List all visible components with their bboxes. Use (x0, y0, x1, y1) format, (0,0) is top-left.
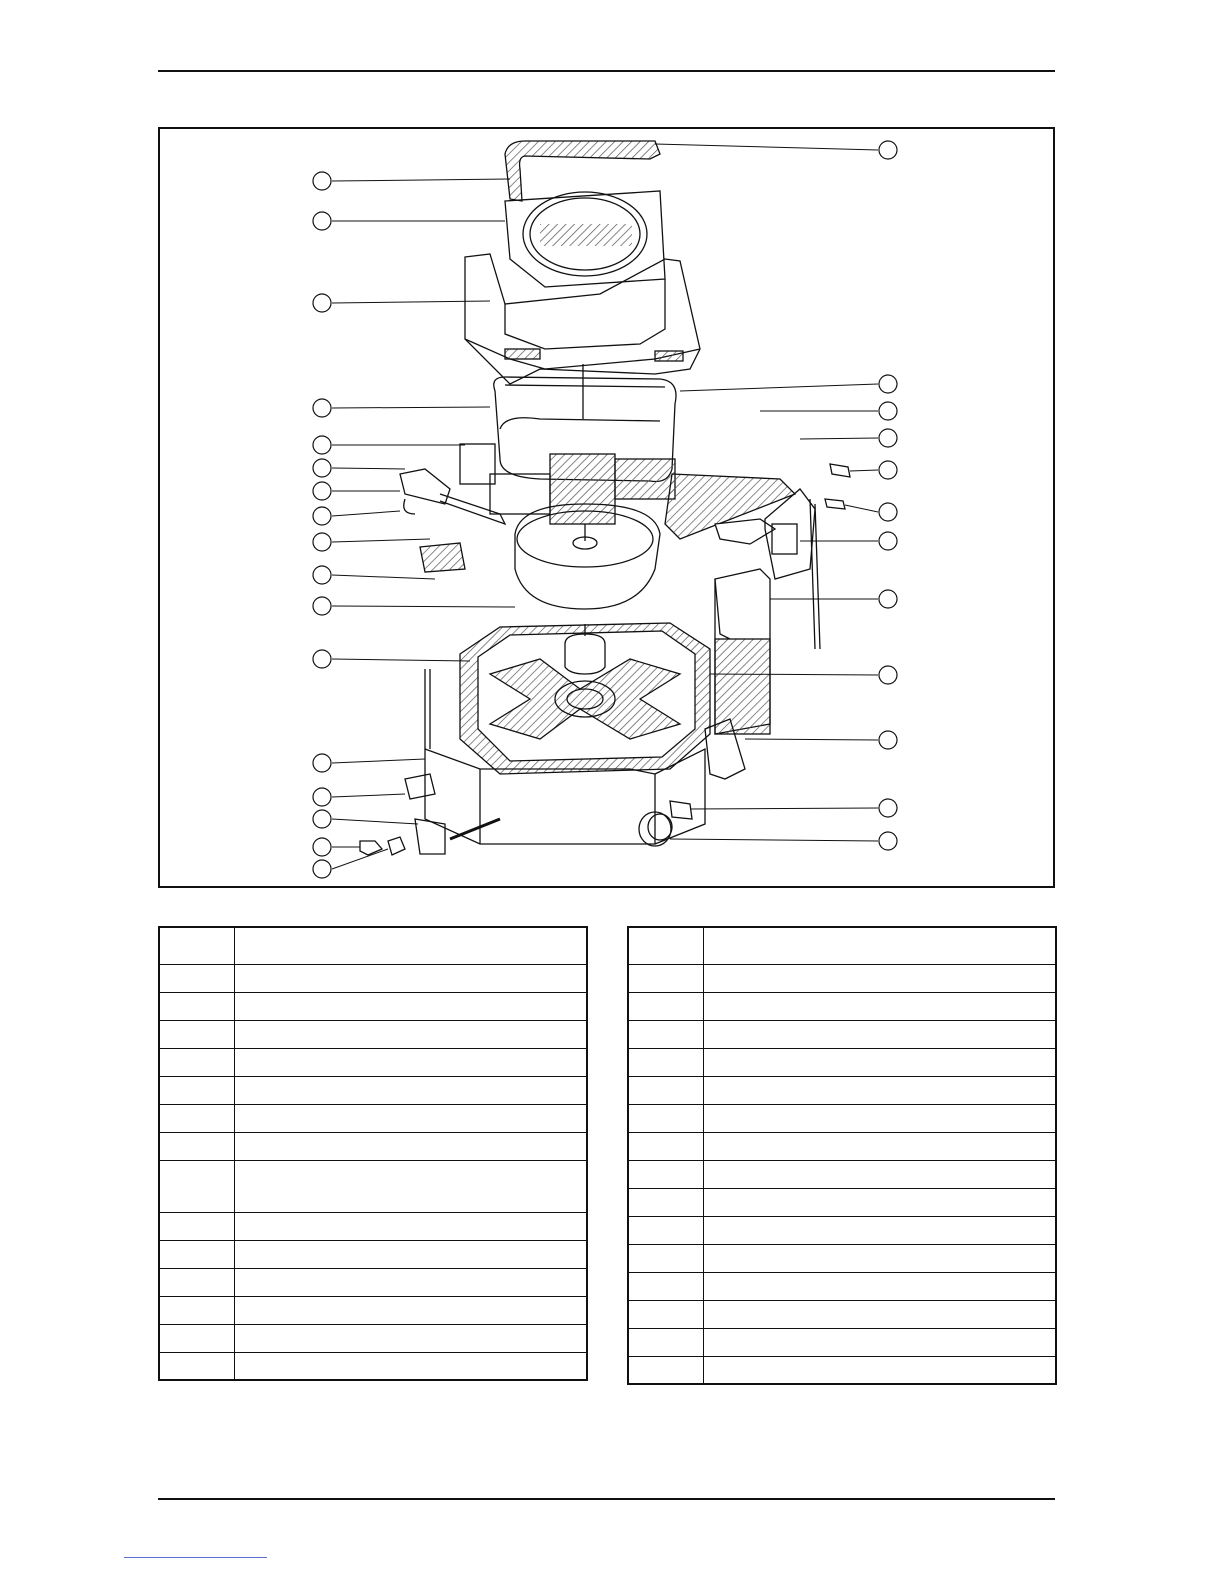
callout-circle-right-7 (879, 532, 897, 550)
callout-circle-left-6 (313, 459, 331, 477)
callout-circle-right-1 (879, 141, 897, 159)
callout-circle-left-16 (313, 838, 331, 856)
callout-circle-left-4 (313, 399, 331, 417)
table-row (628, 1048, 1056, 1076)
table-row (628, 1188, 1056, 1216)
callout-circle-left-11 (313, 597, 331, 615)
table-row (159, 1104, 587, 1132)
piping-assembly (400, 444, 550, 524)
callout-circle-left-10 (313, 566, 331, 584)
callout-circle-left-8 (313, 507, 331, 525)
callout-circle-right-8 (879, 590, 897, 608)
table-row (159, 1268, 587, 1296)
table-row (159, 1240, 587, 1268)
heat-exchanger-coil (494, 364, 676, 524)
table-row (159, 1212, 587, 1240)
table-header-row (159, 927, 587, 964)
small-parts (360, 837, 405, 855)
table-row (628, 1160, 1056, 1188)
callout-circle-left-15 (313, 810, 331, 828)
callout-circle-left-12 (313, 650, 331, 668)
table-row (159, 1048, 587, 1076)
table-row (159, 1324, 587, 1352)
callout-circle-right-9 (879, 666, 897, 684)
callout-circle-right-4 (879, 429, 897, 447)
callout-circle-left-14 (313, 788, 331, 806)
table-row (628, 1300, 1056, 1328)
table-row (628, 992, 1056, 1020)
table-row (628, 1104, 1056, 1132)
callout-circle-left-13 (313, 754, 331, 772)
table-row (628, 1356, 1056, 1384)
table-row (628, 1132, 1056, 1160)
table-row (159, 1020, 587, 1048)
callout-circle-right-2 (879, 375, 897, 393)
table-row (628, 1216, 1056, 1244)
exploded-view-diagram (158, 127, 1055, 888)
table-row (628, 1076, 1056, 1104)
table-row (628, 1020, 1056, 1048)
footer-link-underline[interactable] (124, 1557, 267, 1558)
callout-circle-right-11 (879, 799, 897, 817)
callout-circle-left-9 (313, 533, 331, 551)
table-row (159, 992, 587, 1020)
callout-circle-left-3 (313, 294, 331, 312)
callout-circle-right-5 (879, 461, 897, 479)
table-row (628, 1328, 1056, 1356)
table-row (159, 964, 587, 992)
callout-circle-left-5 (313, 436, 331, 454)
parts-table-right (627, 926, 1057, 1385)
parts-table-left (158, 926, 588, 1381)
table-row (159, 1076, 587, 1104)
callout-circle-left-2 (313, 212, 331, 230)
footer-rule (158, 1498, 1055, 1500)
callout-circle-right-3 (879, 402, 897, 420)
header-rule (158, 70, 1055, 72)
callout-circle-left-17 (313, 860, 331, 878)
callout-circle-right-12 (879, 832, 897, 850)
table-header-row (628, 927, 1056, 964)
callout-circle-right-6 (879, 503, 897, 521)
table-row (159, 1296, 587, 1324)
table-row (628, 1244, 1056, 1272)
callout-circle-left-7 (313, 482, 331, 500)
callout-circle-right-10 (879, 731, 897, 749)
callout-circle-left-1 (313, 172, 331, 190)
table-row (159, 1352, 587, 1380)
table-row (628, 964, 1056, 992)
drain-pan-base (460, 623, 710, 774)
table-row (159, 1132, 587, 1160)
table-row (628, 1272, 1056, 1300)
filter-piece (420, 543, 465, 572)
table-row (159, 1160, 587, 1212)
